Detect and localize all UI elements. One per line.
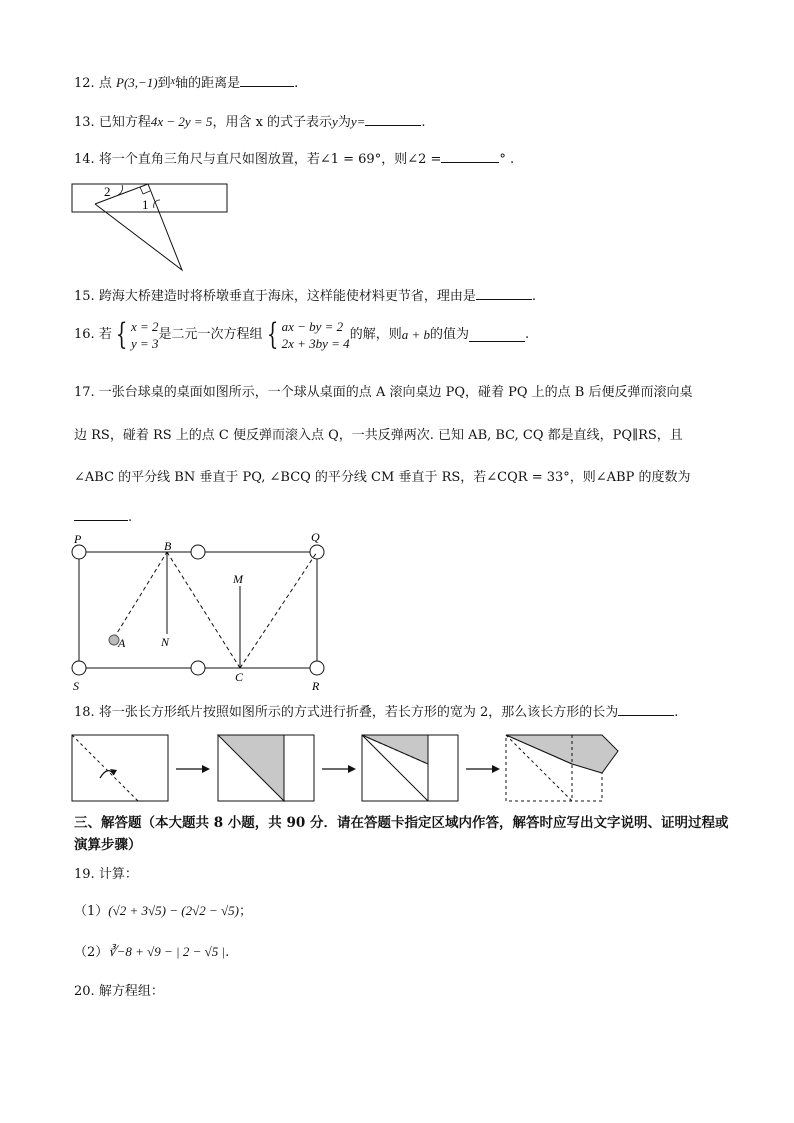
question-15: 15. 跨海大桥建造时将桥墩垂直于海床，这样能使材料更节省，理由是 . [74,289,536,304]
question-19-part-2: （2）∛−8 + √9 − | 2 − √5 |. [74,944,230,960]
question-16: 16. 若 { x = 2 y = 3是二元一次方程组 { ax − by = 2 2x + 3by = 4的解，则a + b的值为 . [74,317,530,352]
billiard-table-figure [64,528,336,698]
label-b: B [164,539,172,553]
pocket-top-middle [191,545,205,559]
arrow-icon [492,765,500,773]
question-19: 19. 计算： [74,867,138,882]
path-bc [167,552,240,668]
label-n: N [161,635,170,649]
q12-number: 12. [74,76,95,91]
arrow-icon [202,765,210,773]
pocket-bottom-middle [191,661,205,675]
path-ab [114,552,167,638]
label-p: P [74,532,82,546]
solution-system: x = 2 y = 3 [130,319,159,351]
label-s: S [73,679,79,693]
question-17-line-2: 边 RS，碰着 RS 上的点 C 便反弹而滚入点 Q，一共反弹两次. 已知 AB, BC, CQ 都是直线，PQ∥RS，且 [74,428,683,443]
question-19-part-1: （1）(√2 + 3√5) − (2√2 − √5)； [74,903,252,919]
answer-blank [618,703,674,716]
arrow-icon [348,765,356,773]
answer-blank [240,74,294,87]
pocket-p [72,545,86,559]
label-m: M [233,572,243,586]
answer-blank [476,287,532,300]
label-q: Q [311,530,320,544]
question-17-line-1: 17. 一张台球桌的桌面如图所示，一个球从桌面的点 A 滚向桌边 PQ，碰着 PQ 上的点 B 后便反弹而滚向桌 [74,385,693,400]
equation-system: ax − by = 2 2x + 3by = 4 [281,319,350,351]
question-13: 13. 已知方程4x − 2y = 5，用含 x 的式子表示y为y= . [74,114,426,130]
answer-blank [469,329,525,342]
label-a: A [118,636,126,650]
right-angle-mark [140,187,150,194]
label-angle-1: 1 [142,197,149,212]
label-angle-2: 2 [104,184,111,199]
ruler-triangle-figure [70,178,240,274]
question-17-line-3: ∠ABC 的平分线 BN 垂直于 PQ, ∠BCQ 的平分线 CM 垂直于 RS，若∠CQR = 33°，则∠ABP 的度数为 [74,470,691,485]
section-3-heading: 三、解答题（本大题共 8 小题，共 90 分．请在答题卡指定区域内作答，解答时应写出文字说明、证明过程或演算步骤） [74,815,729,853]
label-r: R [312,679,320,693]
question-20: 20. 解方程组： [74,984,164,999]
pocket-s [72,661,86,675]
question-18: 18. 将一张长方形纸片按照如图所示的方式进行折叠，若长方形的宽为 2，那么该长方形的长为 . [74,705,679,720]
answer-blank [365,113,421,126]
answer-blank [441,150,499,163]
question-17-blank-line: . [74,508,132,527]
fold-step-1 [72,735,168,801]
paper-folding-figure [70,733,630,805]
question-14: 14. 将一个直角三角尺与直尺如图放置，若∠1 = 69°，则∠2 = ° . [74,152,515,167]
answer-blank [74,508,128,521]
label-c: C [235,670,244,684]
question-12: 12. 点 P(3,−1)到$^x$轴的距离是 . [74,75,299,91]
pocket-r [310,661,324,675]
table-rect [79,552,317,668]
path-cq [240,552,317,668]
